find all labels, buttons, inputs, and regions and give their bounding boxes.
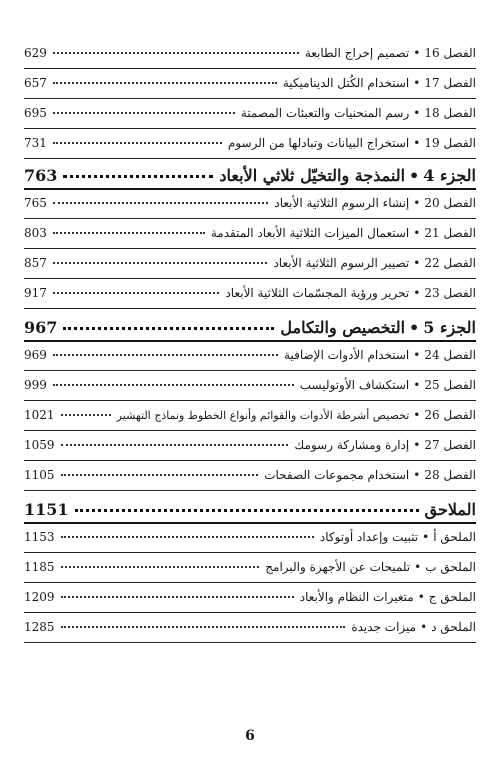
entry-title: استكشاف الأوتوليسب — [299, 378, 410, 392]
entry-label: الفصل 18 — [424, 106, 476, 120]
bullet-icon: • — [413, 196, 421, 210]
dot-leader — [61, 414, 111, 416]
toc-entry — [24, 590, 476, 608]
entry-title: متغيرات النظام والأبعاد — [299, 590, 414, 604]
toc-part-heading — [24, 318, 476, 340]
dot-leader — [61, 596, 294, 598]
entry-page: 999 — [24, 378, 47, 392]
divider — [24, 582, 476, 583]
toc-entry — [24, 348, 476, 366]
entry-label: الفصل 28 — [424, 468, 476, 482]
part-title: التخصيص والتكامل — [280, 318, 406, 337]
dot-leader — [53, 232, 205, 234]
entry-label: الفصل 27 — [424, 438, 476, 452]
bullet-icon: • — [413, 46, 421, 60]
entry-title: تصميم إخراج الطابعة — [304, 46, 410, 60]
toc-entry — [24, 46, 476, 64]
part-page: 1151 — [24, 500, 69, 519]
toc-entry — [24, 468, 476, 486]
entry-page: 1153 — [24, 530, 55, 544]
bullet-icon: • — [413, 378, 421, 392]
entry-page: 695 — [24, 106, 47, 120]
entry-page: 1185 — [24, 560, 55, 574]
entry-page: 857 — [24, 256, 47, 270]
divider — [24, 188, 476, 190]
part-page: 763 — [24, 166, 58, 185]
bullet-icon: • — [413, 286, 421, 300]
entry-title: استخراج البيانات وتبادلها من الرسوم — [227, 136, 410, 150]
dot-leader — [53, 142, 222, 144]
page-number: 6 — [245, 728, 255, 744]
dot-leader — [61, 444, 289, 446]
divider — [24, 128, 476, 129]
bullet-icon: • — [413, 348, 421, 362]
entry-title: ميزات جديدة — [351, 620, 417, 634]
dot-leader — [61, 474, 259, 476]
entry-label: الفصل 25 — [424, 378, 476, 392]
toc-entry — [24, 196, 476, 214]
entry-label: الفصل 16 — [424, 46, 476, 60]
entry-page: 731 — [24, 136, 47, 150]
dot-leader — [53, 292, 220, 294]
entry-page: 917 — [24, 286, 47, 300]
dot-leader — [53, 354, 278, 356]
bullet-icon: • — [417, 590, 425, 604]
bullet-icon: • — [409, 166, 420, 185]
entry-title: استعمال الميزات الثلاثية الأبعاد المتقدمة — [210, 226, 410, 240]
bullet-icon: • — [413, 468, 421, 482]
entry-page: 1285 — [24, 620, 55, 634]
entry-title: إدارة ومشاركة رسومك — [294, 438, 410, 452]
bullet-icon: • — [420, 620, 428, 634]
dot-leader — [61, 566, 260, 568]
entry-page: 969 — [24, 348, 47, 362]
divider — [24, 552, 476, 553]
entry-title: تحرير ورؤية المجسّمات الثلاثية الأبعاد — [225, 286, 410, 300]
divider — [24, 642, 476, 643]
toc-entry — [24, 136, 476, 154]
entry-label: الفصل 24 — [424, 348, 476, 362]
entry-label: الفصل 19 — [424, 136, 476, 150]
divider — [24, 490, 476, 491]
divider — [24, 400, 476, 401]
bullet-icon: • — [409, 318, 420, 337]
entry-title: تثبيت وإعداد أوتوكاد — [319, 530, 419, 544]
bullet-icon: • — [413, 226, 421, 240]
entry-title: استخدام مجموعات الصفحات — [264, 468, 410, 482]
part-label: الجزء 5 — [423, 318, 476, 337]
entry-label: الفصل 20 — [424, 196, 476, 210]
entry-title: إنشاء الرسوم الثلاثية الأبعاد — [274, 196, 410, 210]
toc-entry — [24, 256, 476, 274]
part-label: الملاحق — [424, 500, 476, 519]
entry-title: استخدام الأدوات الإضافية — [284, 348, 410, 362]
bullet-icon: • — [414, 560, 422, 574]
entry-label: الفصل 22 — [424, 256, 476, 270]
bullet-icon: • — [413, 256, 421, 270]
entry-title: تخصيص أشرطة الأدوات والقوائم وأنواع الخطوط ونماذج التهشير — [116, 409, 410, 422]
entry-page: 803 — [24, 226, 47, 240]
toc-entry — [24, 408, 476, 426]
dot-leader — [53, 52, 299, 54]
bullet-icon: • — [413, 408, 421, 422]
entry-title: تلميحات عن الأجهزة والبرامج — [265, 560, 411, 574]
entry-label: الملحق د — [431, 620, 476, 634]
divider — [24, 522, 476, 524]
bullet-icon: • — [413, 438, 421, 452]
bullet-icon: • — [413, 76, 421, 90]
entry-page: 629 — [24, 46, 47, 60]
bullet-icon: • — [422, 530, 430, 544]
divider — [24, 430, 476, 431]
entry-label: الملحق ج — [428, 590, 476, 604]
divider — [24, 278, 476, 279]
toc-entry — [24, 286, 476, 304]
dot-leader — [63, 327, 274, 330]
part-title: النمذجة والتخيّل ثلاثي الأبعاد — [219, 166, 406, 185]
entry-page: 765 — [24, 196, 47, 210]
part-label: الجزء 4 — [423, 166, 476, 185]
dot-leader — [53, 262, 268, 264]
bullet-icon: • — [413, 136, 421, 150]
entry-title: تصيير الرسوم الثلاثية الأبعاد — [273, 256, 410, 270]
dot-leader — [53, 384, 294, 386]
divider — [24, 68, 476, 69]
toc-entry — [24, 226, 476, 244]
divider — [24, 460, 476, 461]
entry-page: 1059 — [24, 438, 55, 452]
entry-label: الملحق أ — [433, 530, 476, 544]
toc-entry — [24, 620, 476, 638]
divider — [24, 248, 476, 249]
divider — [24, 308, 476, 309]
toc-entry — [24, 530, 476, 548]
dot-leader — [61, 626, 346, 628]
toc-entry — [24, 560, 476, 578]
dot-leader — [53, 202, 268, 204]
entry-title: استخدام الكُتل الديناميكية — [282, 76, 410, 90]
divider — [24, 370, 476, 371]
entry-label: الفصل 21 — [424, 226, 476, 240]
dot-leader — [53, 112, 235, 114]
toc-part-heading — [24, 500, 476, 522]
dot-leader — [75, 509, 419, 512]
entry-label: الفصل 26 — [424, 408, 476, 422]
entry-page: 1021 — [24, 408, 55, 422]
entry-title: رسم المنحنيات والتعبئات المصمتة — [240, 106, 410, 120]
divider — [24, 340, 476, 342]
divider — [24, 218, 476, 219]
divider — [24, 612, 476, 613]
toc-entry — [24, 76, 476, 94]
entry-page: 657 — [24, 76, 47, 90]
bullet-icon: • — [413, 106, 421, 120]
toc-entry — [24, 378, 476, 396]
entry-label: الملحق ب — [425, 560, 476, 574]
entry-page: 1209 — [24, 590, 55, 604]
entry-label: الفصل 23 — [424, 286, 476, 300]
toc-part-heading — [24, 166, 476, 188]
toc-entry — [24, 106, 476, 124]
dot-leader — [63, 175, 213, 178]
dot-leader — [61, 536, 314, 538]
entry-page: 1105 — [24, 468, 55, 482]
divider — [24, 98, 476, 99]
divider — [24, 158, 476, 159]
part-page: 967 — [24, 318, 58, 337]
toc-entry — [24, 438, 476, 456]
entry-label: الفصل 17 — [424, 76, 476, 90]
dot-leader — [53, 82, 277, 84]
